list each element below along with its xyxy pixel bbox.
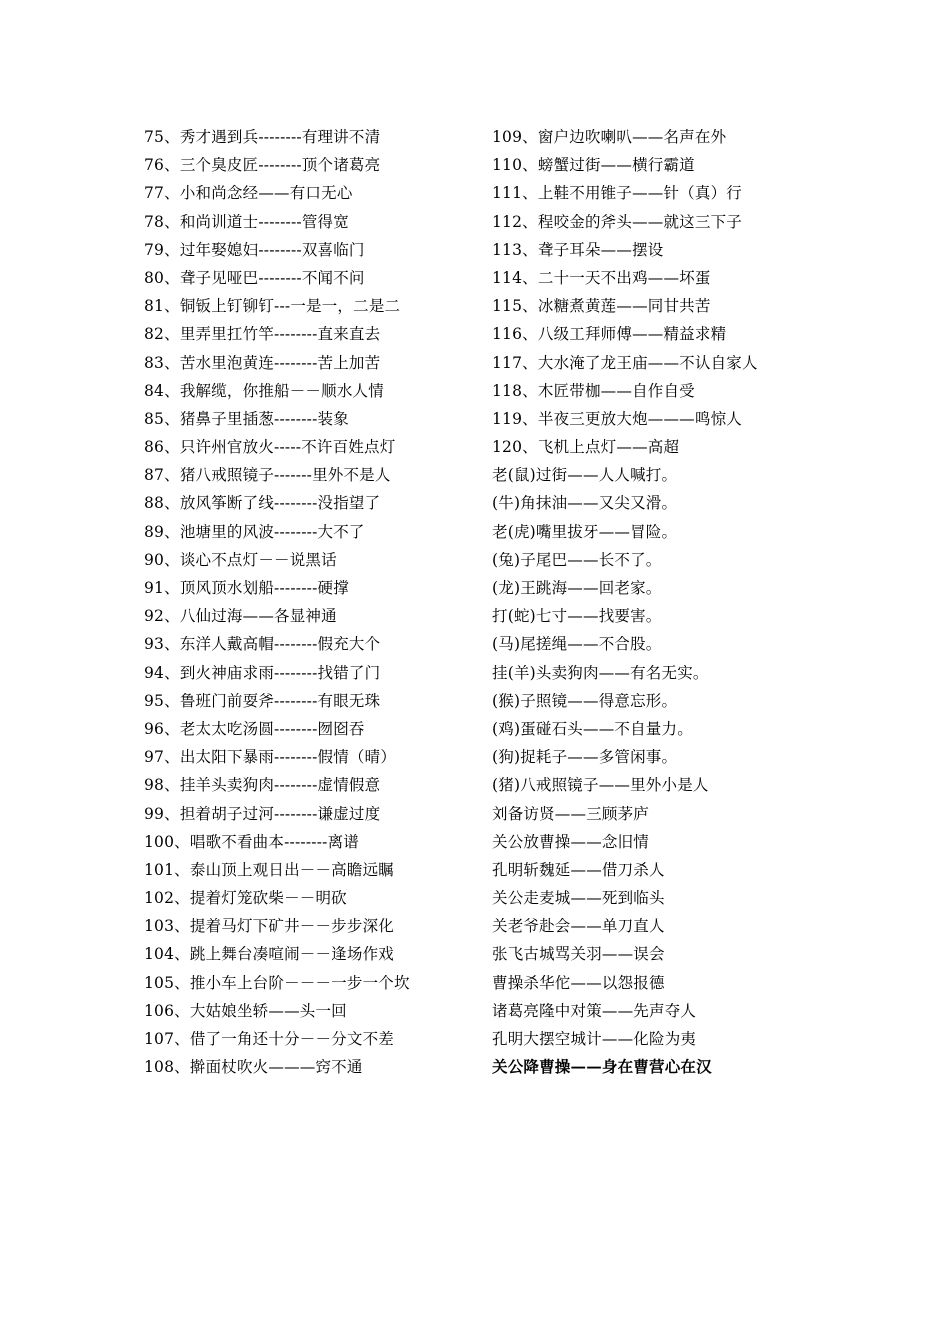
right-line: 诸葛亮隆中对策——先声夺人 — [492, 1001, 697, 1020]
right-line: 119、半夜三更放大炮———鸣惊人 — [492, 409, 742, 428]
left-line: 81、铜钣上钉铆钉---一是一，二是二 — [144, 297, 401, 316]
left-line: 83、苦水里泡黄连--------苦上加苦 — [144, 353, 381, 372]
left-line: 105、推小车上台阶－－－一步一个坎 — [144, 973, 410, 992]
left-line: 96、老太太吃汤圆--------囫囵吞 — [144, 719, 365, 738]
left-line: 89、池塘里的风波--------大不了 — [144, 522, 365, 541]
right-line: 118、木匠带枷——自作自受 — [492, 381, 695, 400]
right-column — [492, 123, 822, 1081]
right-line: 109、窗户边吹喇叭——名声在外 — [492, 128, 727, 146]
right-line: (狗)捉耗子——多管闲事。 — [492, 748, 678, 767]
right-line: 老(虎)嘴里拔牙——冒险。 — [492, 522, 678, 541]
left-line: 98、挂羊头卖狗肉--------虚情假意 — [144, 776, 381, 795]
left-line: 79、过年娶媳妇--------双喜临门 — [144, 240, 365, 259]
left-line: 101、泰山顶上观日出－－高瞻远瞩 — [144, 860, 394, 879]
right-line: (马)尾搓绳——不合股。 — [492, 635, 662, 654]
left-line: 99、担着胡子过河--------谦虚过度 — [144, 804, 381, 823]
left-line: 90、谈心不点灯－－说黑话 — [144, 550, 337, 569]
right-line: 116、八级工拜师傅——精益求精 — [492, 325, 727, 344]
right-line: 张飞古城骂关羽——误会 — [492, 945, 665, 964]
right-line: 117、大水淹了龙王庙——不认自家人 — [492, 353, 758, 372]
right-line: 关公走麦城——死到临头 — [492, 889, 665, 908]
right-line: 110、螃蟹过街——横行霸道 — [492, 156, 695, 175]
left-line: 76、三个臭皮匠--------顶个诸葛亮 — [144, 156, 381, 175]
left-line: 107、借了一角还十分－－分文不差 — [144, 1030, 394, 1048]
right-line: (龙)王跳海——回老家。 — [492, 579, 662, 597]
right-line: 关公降曹操——身在曹营心在汉 — [492, 1057, 712, 1077]
left-line: 100、唱歌不看曲本--------离谱 — [144, 832, 359, 851]
right-line: 孔明斩魏延——借刀杀人 — [492, 860, 665, 879]
left-line: 92、八仙过海——各显神通 — [144, 607, 337, 626]
right-line: (猪)八戒照镜子——里外小是人 — [492, 776, 709, 795]
left-line: 82、里弄里扛竹竿--------直来直去 — [144, 325, 381, 344]
left-line: 93、东洋人戴高帽--------假充大个 — [144, 635, 381, 654]
right-line: 关老爷赴会——单刀直人 — [492, 917, 665, 936]
left-line: 102、提着灯笼砍柴－－明砍 — [144, 889, 347, 908]
left-line: 87、猪八戒照镜子-------里外不是人 — [144, 466, 391, 485]
left-line: 85、猪鼻子里插葱--------装象 — [144, 409, 349, 428]
left-line: 84、我解缆，你推船－－顺水人情 — [144, 381, 384, 400]
left-line: 94、到火神庙求雨--------找错了门 — [144, 663, 381, 682]
left-line: 104、跳上舞台凑喧闹－－逢场作戏 — [144, 945, 394, 964]
left-line: 88、放风筝断了线--------没指望了 — [144, 494, 381, 513]
left-line: 75、秀才遇到兵--------有理讲不清 — [144, 128, 381, 146]
left-line: 77、小和尚念经——有口无心 — [144, 184, 353, 203]
left-line: 91、顶风顶水划船--------硬撑 — [144, 579, 349, 597]
right-line: 112、程咬金的斧头——就这三下子 — [492, 212, 742, 231]
right-line: (猴)子照镜——得意忘形。 — [492, 691, 678, 710]
right-line: (牛)角抹油——又尖又滑。 — [492, 494, 678, 513]
left-line: 78、和尚训道士--------管得宽 — [144, 212, 349, 231]
left-line: 106、大姑娘坐轿——头一回 — [144, 1001, 347, 1020]
right-line: 114、二十一天不出鸡——坏蛋 — [492, 268, 711, 287]
left-line: 97、出太阳下暴雨--------假情（晴） — [144, 748, 397, 767]
left-column — [144, 123, 484, 1081]
right-line: 111、上鞋不用锥子——针（真）行 — [492, 184, 742, 203]
right-line: 打(蛇)七寸——找要害。 — [492, 607, 662, 626]
left-line: 80、聋子见哑巴--------不闻不问 — [144, 268, 365, 287]
right-line: 115、冰糖煮黄莲——同甘共苦 — [492, 297, 711, 316]
right-line: 孔明大摆空城计——化险为夷 — [492, 1030, 697, 1048]
right-line: 老(鼠)过街——人人喊打。 — [492, 466, 678, 485]
left-line: 86、只许州官放火-----不许百姓点灯 — [144, 438, 396, 457]
right-line: 曹操杀华佗——以怨报德 — [492, 973, 665, 992]
right-line: (鸡)蛋碰石头——不自量力。 — [492, 719, 693, 738]
left-line: 103、提着马灯下矿井－－步步深化 — [144, 917, 394, 936]
right-line: 刘备访贤——三顾茅庐 — [492, 804, 650, 823]
left-line: 95、鲁班门前耍斧--------有眼无珠 — [144, 691, 381, 710]
right-line: 关公放曹操——念旧情 — [492, 832, 650, 851]
right-line: 挂(羊)头卖狗肉——有名无实。 — [492, 663, 709, 682]
right-line: 120、飞机上点灯——高超 — [492, 438, 680, 457]
right-line: 113、聋子耳朵——摆设 — [492, 240, 664, 259]
right-line: (兔)子尾巴——长不了。 — [492, 550, 662, 569]
left-line: 108、擀面杖吹火———窍不通 — [144, 1058, 363, 1077]
